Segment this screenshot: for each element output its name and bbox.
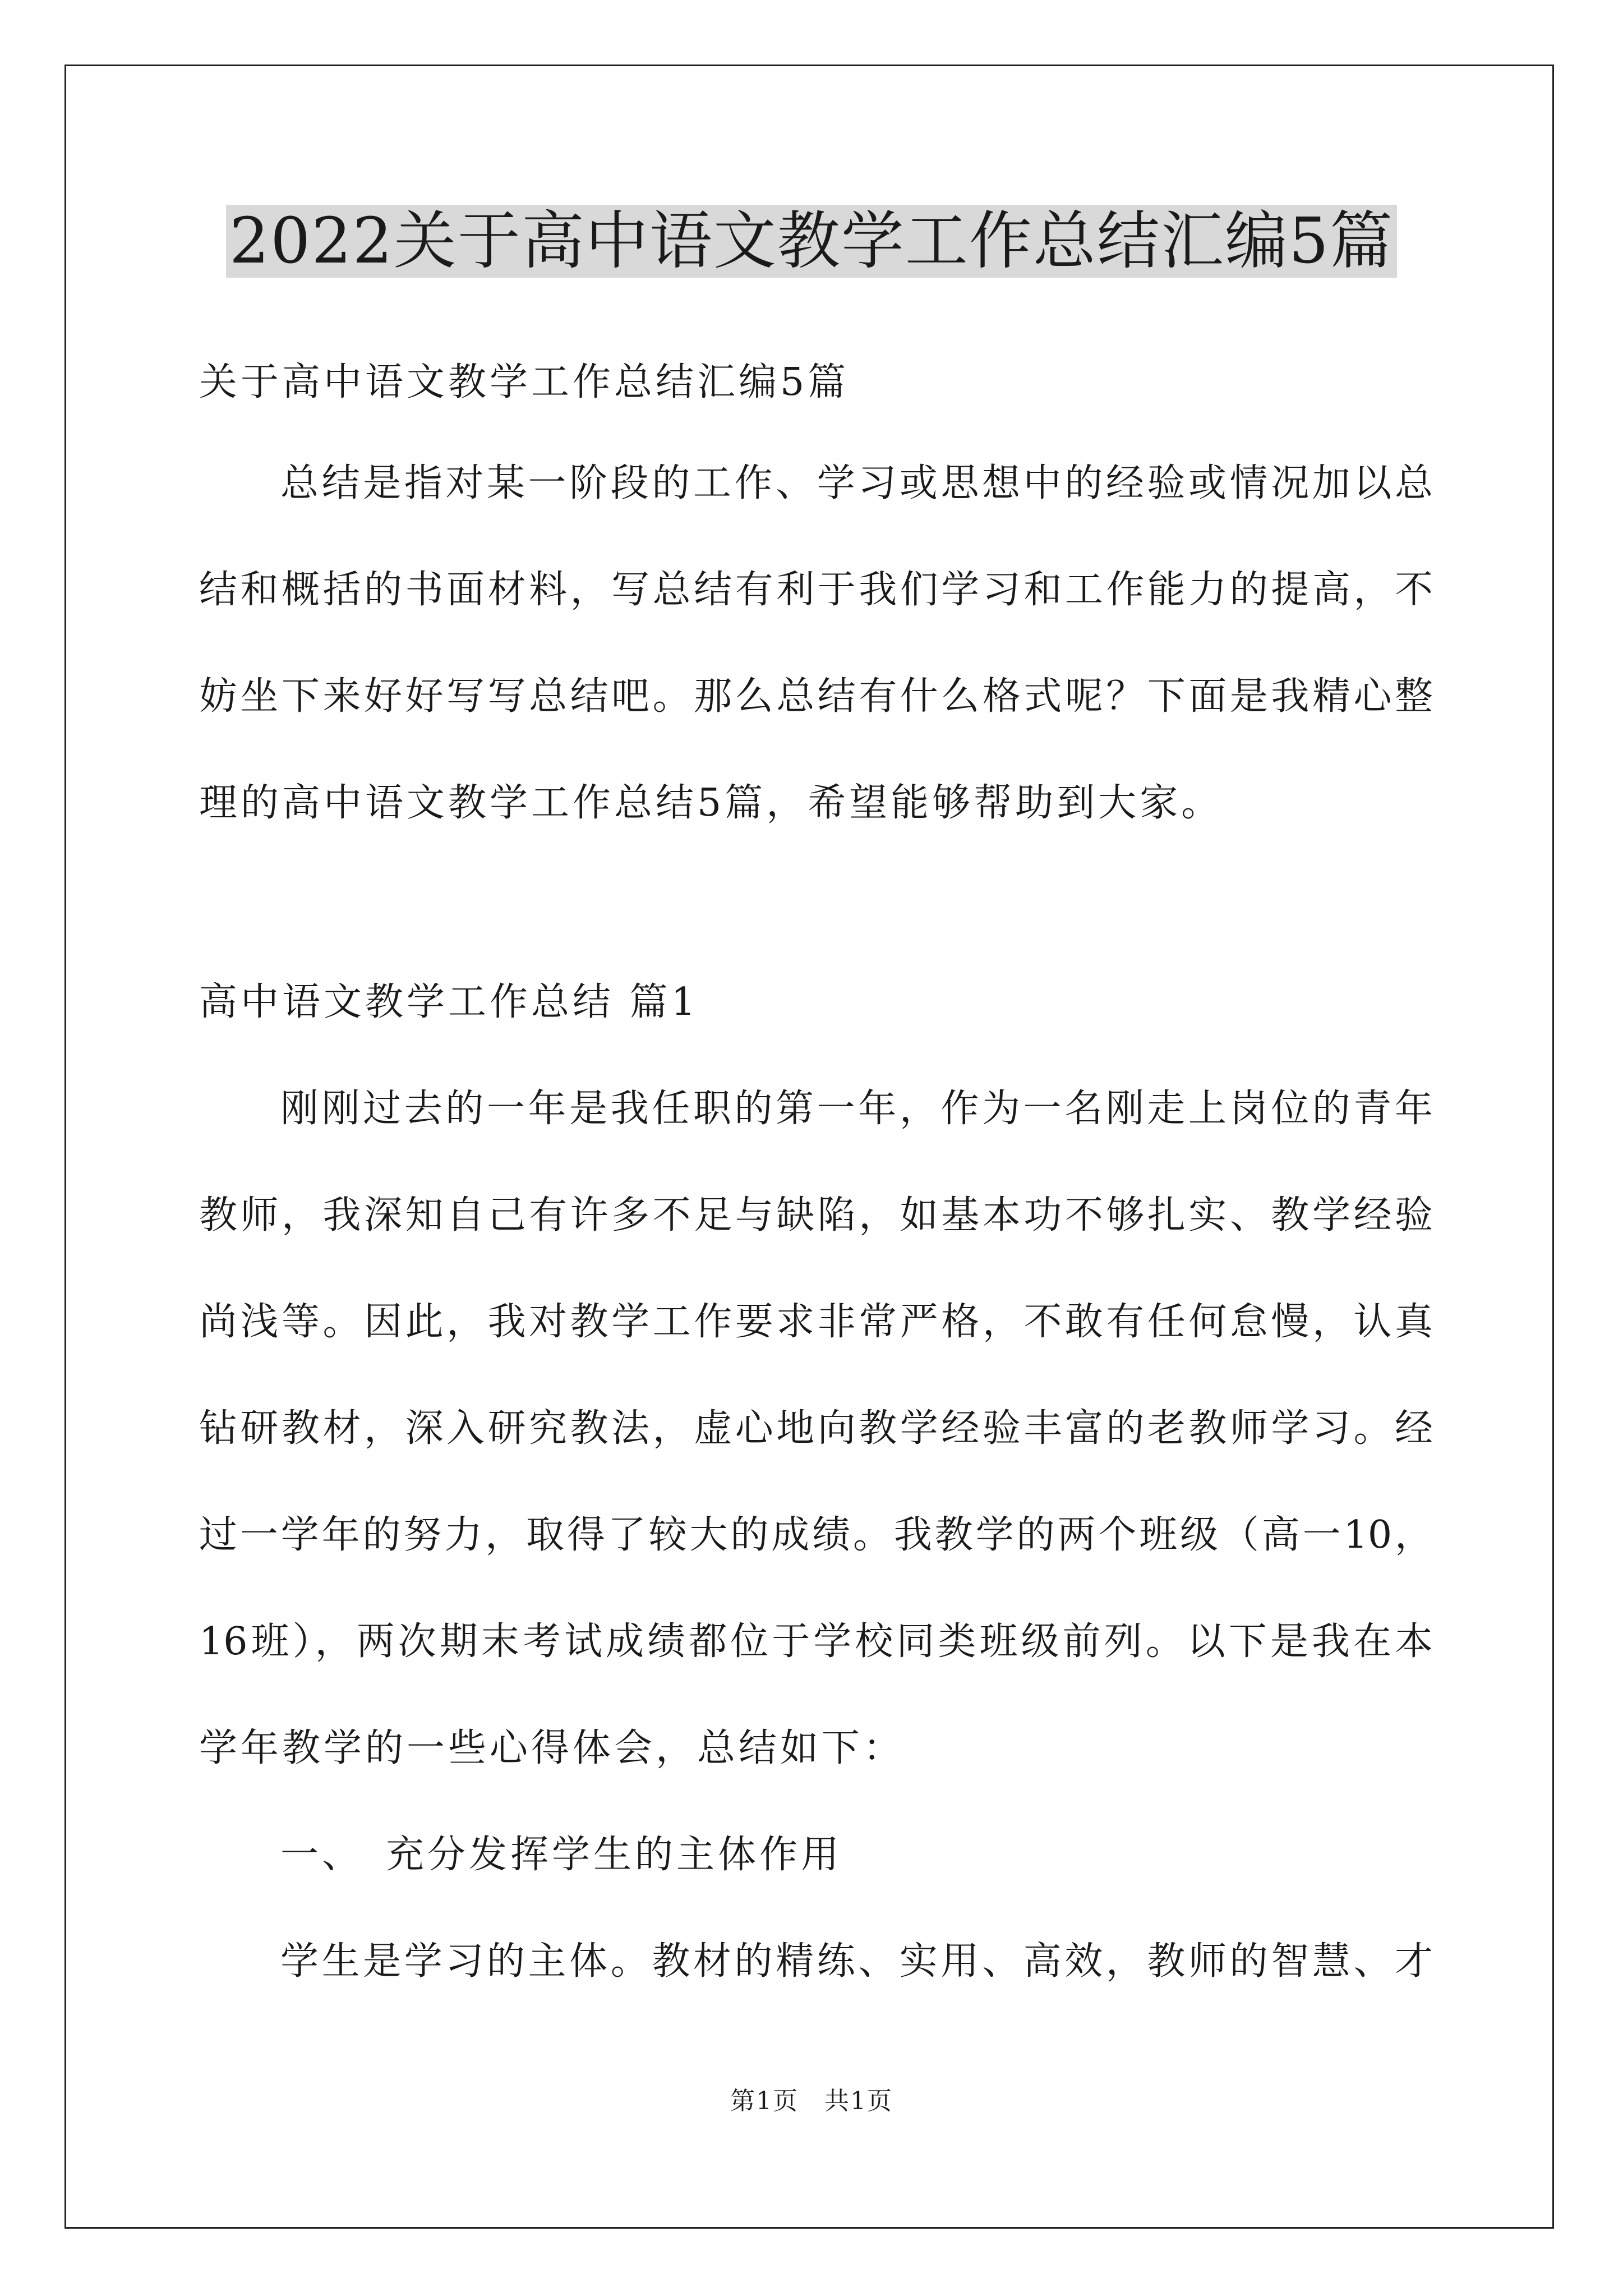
intro-line: 结和概括的书面材料，写总结有利于我们学习和工作能力的提高，不 [199,568,1433,612]
intro-line: 妨坐下来好好写写总结吧。那么总结有什么格式呢？下面是我精心整 [199,674,1433,719]
document-title [0,202,1623,280]
document-title-text: 2022关于高中语文教学工作总结汇编5篇 [226,205,1397,278]
document-subtitle: 关于高中语文教学工作总结汇编5篇 [199,360,850,404]
body-line: 钻研教材，深入研究教法，虚心地向教学经验丰富的老教师学习。经 [199,1406,1433,1451]
body-line: 尚浅等。因此，我对教学工作要求非常严格，不敢有任何怠慢，认真 [199,1300,1433,1344]
body-line: 学年教学的一些心得体会，总结如下： [199,1726,905,1770]
body-line: 过一学年的努力，取得了较大的成绩。我教学的两个班级（高一10， [199,1513,1433,1557]
body-line: 16班），两次期末考试成绩都位于学校同类班级前列。以下是我在本 [199,1619,1433,1664]
intro-line: 总结是指对某一阶段的工作、学习或思想中的经验或情况加以总 [280,461,1433,505]
point-line: 学生是学习的主体。教材的精练、实用、高效，教师的智慧、才 [280,1939,1433,1984]
body-line: 教师，我深知自己有许多不足与缺陷，如基本功不够扎实、教学经验 [199,1193,1433,1237]
page-number: 第1页 共1页 [730,2087,893,2115]
section-heading: 高中语文教学工作总结 篇1 [199,980,699,1024]
intro-line: 理的高中语文教学工作总结5篇，希望能够帮助到大家。 [199,781,1223,825]
point-heading: 一、 充分发挥学生的主体作用 [280,1833,843,1877]
body-line: 刚刚过去的一年是我任职的第一年，作为一名刚走上岗位的青年 [280,1087,1433,1131]
